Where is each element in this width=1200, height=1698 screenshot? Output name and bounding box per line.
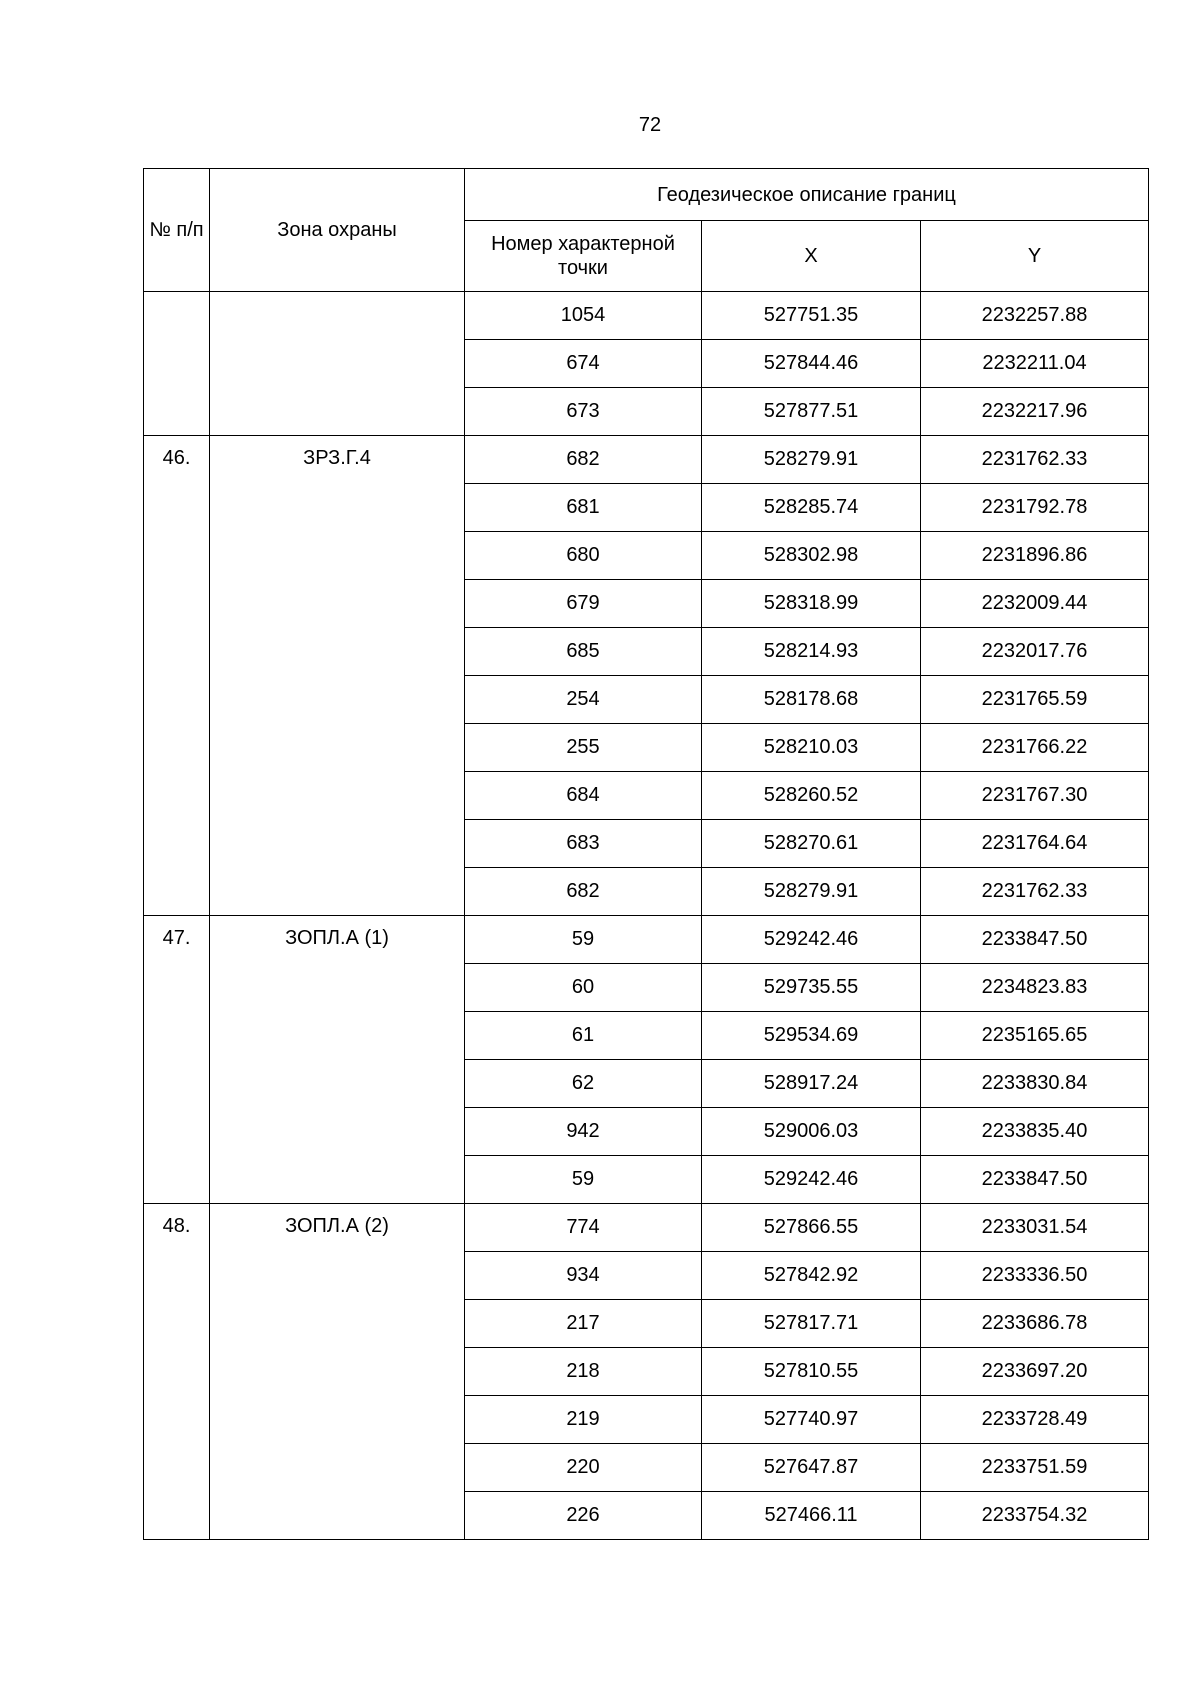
zone-cell: ЗОПЛ.А (2) xyxy=(210,1204,465,1540)
coord-y-cell: 2233697.20 xyxy=(921,1348,1149,1396)
coord-y-cell: 2231792.78 xyxy=(921,484,1149,532)
point-number-cell: 684 xyxy=(465,772,702,820)
coord-y-cell: 2231767.30 xyxy=(921,772,1149,820)
header-y: Y xyxy=(921,221,1149,292)
point-number-cell: 60 xyxy=(465,964,702,1012)
coord-y-cell: 2233830.84 xyxy=(921,1060,1149,1108)
coord-y-cell: 2233336.50 xyxy=(921,1252,1149,1300)
coord-y-cell: 2233686.78 xyxy=(921,1300,1149,1348)
point-number-cell: 679 xyxy=(465,580,702,628)
coord-x-cell: 528270.61 xyxy=(702,820,921,868)
point-number-cell: 682 xyxy=(465,868,702,916)
coord-x-cell: 527844.46 xyxy=(702,340,921,388)
coord-y-cell: 2233728.49 xyxy=(921,1396,1149,1444)
point-number-cell: 255 xyxy=(465,724,702,772)
coord-y-cell: 2235165.65 xyxy=(921,1012,1149,1060)
table-row xyxy=(144,436,1149,484)
coord-x-cell: 528279.91 xyxy=(702,868,921,916)
coord-x-cell: 527466.11 xyxy=(702,1492,921,1540)
coord-x-cell: 527866.55 xyxy=(702,1204,921,1252)
coord-y-cell: 2232009.44 xyxy=(921,580,1149,628)
coord-y-cell: 2233754.32 xyxy=(921,1492,1149,1540)
point-number-cell: 1054 xyxy=(465,292,702,340)
header-zone: Зона охраны xyxy=(210,169,465,292)
point-number-cell: 226 xyxy=(465,1492,702,1540)
table-row xyxy=(144,1204,1149,1252)
point-number-cell: 61 xyxy=(465,1012,702,1060)
point-number-cell: 217 xyxy=(465,1300,702,1348)
coord-x-cell: 528260.52 xyxy=(702,772,921,820)
point-number-cell: 59 xyxy=(465,1156,702,1204)
point-number-cell: 934 xyxy=(465,1252,702,1300)
row-number-cell xyxy=(144,292,210,436)
coord-x-cell: 527751.35 xyxy=(702,292,921,340)
coord-x-cell: 528285.74 xyxy=(702,484,921,532)
coord-x-cell: 528214.93 xyxy=(702,628,921,676)
coord-x-cell: 527740.97 xyxy=(702,1396,921,1444)
table-header xyxy=(144,169,1149,292)
header-point: Номер характерной точки xyxy=(465,221,702,292)
coord-x-cell: 528210.03 xyxy=(702,724,921,772)
table-row xyxy=(144,292,1149,340)
zone-cell: ЗОПЛ.А (1) xyxy=(210,916,465,1204)
row-number-cell: 47. xyxy=(144,916,210,1204)
coord-y-cell: 2233835.40 xyxy=(921,1108,1149,1156)
coord-x-cell: 528318.99 xyxy=(702,580,921,628)
coord-x-cell: 527877.51 xyxy=(702,388,921,436)
point-number-cell: 59 xyxy=(465,916,702,964)
coord-x-cell: 529735.55 xyxy=(702,964,921,1012)
header-x: X xyxy=(702,221,921,292)
point-number-cell: 220 xyxy=(465,1444,702,1492)
header-num: № п/п xyxy=(144,169,210,292)
coord-x-cell: 528279.91 xyxy=(702,436,921,484)
coord-y-cell: 2231765.59 xyxy=(921,676,1149,724)
point-number-cell: 674 xyxy=(465,340,702,388)
row-number-cell: 48. xyxy=(144,1204,210,1540)
point-number-cell: 683 xyxy=(465,820,702,868)
point-number-cell: 62 xyxy=(465,1060,702,1108)
coord-y-cell: 2231896.86 xyxy=(921,532,1149,580)
coord-y-cell: 2231762.33 xyxy=(921,436,1149,484)
coord-x-cell: 528178.68 xyxy=(702,676,921,724)
coord-y-cell: 2233031.54 xyxy=(921,1204,1149,1252)
coord-x-cell: 528917.24 xyxy=(702,1060,921,1108)
page-number: 72 xyxy=(638,114,662,136)
point-number-cell: 219 xyxy=(465,1396,702,1444)
point-number-cell: 682 xyxy=(465,436,702,484)
coord-x-cell: 528302.98 xyxy=(702,532,921,580)
coord-x-cell: 529534.69 xyxy=(702,1012,921,1060)
coord-x-cell: 527842.92 xyxy=(702,1252,921,1300)
coord-y-cell: 2234823.83 xyxy=(921,964,1149,1012)
coord-y-cell: 2232217.96 xyxy=(921,388,1149,436)
row-number-cell: 46. xyxy=(144,436,210,916)
coord-x-cell: 529242.46 xyxy=(702,1156,921,1204)
coord-x-cell: 527817.71 xyxy=(702,1300,921,1348)
zone-cell xyxy=(210,292,465,436)
coord-x-cell: 527647.87 xyxy=(702,1444,921,1492)
point-number-cell: 942 xyxy=(465,1108,702,1156)
geodesic-table xyxy=(143,168,1149,1540)
coord-x-cell: 527810.55 xyxy=(702,1348,921,1396)
point-number-cell: 218 xyxy=(465,1348,702,1396)
point-number-cell: 254 xyxy=(465,676,702,724)
point-number-cell: 680 xyxy=(465,532,702,580)
coord-y-cell: 2233847.50 xyxy=(921,916,1149,964)
coord-x-cell: 529006.03 xyxy=(702,1108,921,1156)
point-number-cell: 681 xyxy=(465,484,702,532)
coord-y-cell: 2232211.04 xyxy=(921,340,1149,388)
point-number-cell: 673 xyxy=(465,388,702,436)
table-row xyxy=(144,916,1149,964)
point-number-cell: 685 xyxy=(465,628,702,676)
coord-x-cell: 529242.46 xyxy=(702,916,921,964)
coord-y-cell: 2232017.76 xyxy=(921,628,1149,676)
coord-y-cell: 2231764.64 xyxy=(921,820,1149,868)
table-body xyxy=(144,292,1149,1540)
coord-y-cell: 2231766.22 xyxy=(921,724,1149,772)
coord-y-cell: 2231762.33 xyxy=(921,868,1149,916)
coord-y-cell: 2233751.59 xyxy=(921,1444,1149,1492)
point-number-cell: 774 xyxy=(465,1204,702,1252)
coord-y-cell: 2232257.88 xyxy=(921,292,1149,340)
coord-y-cell: 2233847.50 xyxy=(921,1156,1149,1204)
zone-cell: ЗРЗ.Г.4 xyxy=(210,436,465,916)
header-geodesic: Геодезическое описание границ xyxy=(465,169,1149,221)
